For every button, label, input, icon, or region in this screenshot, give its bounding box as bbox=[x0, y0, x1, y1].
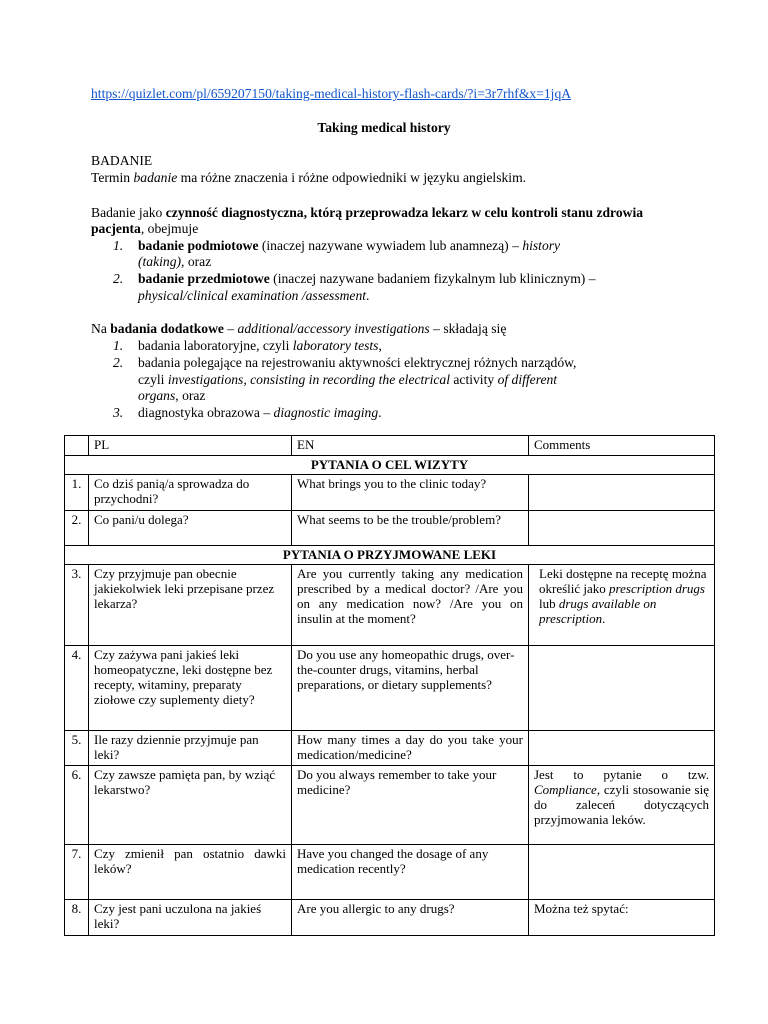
header-cell: EN bbox=[292, 436, 529, 456]
table-row bbox=[65, 646, 715, 731]
pl-cell: Czy jest pani uczulona na jakieś leki? bbox=[89, 900, 292, 936]
list-item: 2. badania polegające na rejestrowaniu aktywności elektrycznej różnych narządów, bbox=[113, 355, 577, 370]
row-number: 7. bbox=[65, 845, 89, 900]
table-row bbox=[65, 475, 715, 511]
comment-cell bbox=[529, 646, 715, 731]
row-number: 6. bbox=[65, 766, 89, 845]
section-title: PYTANIA O CEL WIZYTY bbox=[65, 456, 715, 475]
table-row bbox=[65, 511, 715, 546]
pl-cell: Co pani/u dolega? bbox=[89, 511, 292, 546]
section-row bbox=[65, 456, 715, 475]
header-cell: PL bbox=[89, 436, 292, 456]
list-item-continuation: physical/clinical examination /assessment. bbox=[138, 288, 370, 303]
row-number: 3. bbox=[65, 565, 89, 646]
comment-cell: Można też spytać: bbox=[529, 900, 715, 936]
list-item: 1. badania laboratoryjne, czyli laboratory tests, bbox=[113, 338, 382, 353]
en-cell: What seems to be the trouble/problem? bbox=[292, 511, 529, 546]
row-number: 5. bbox=[65, 731, 89, 766]
row-number: 8. bbox=[65, 900, 89, 936]
list-item-continuation: (taking), oraz bbox=[138, 254, 212, 269]
row-number: 4. bbox=[65, 646, 89, 731]
en-cell: Are you allergic to any drugs? bbox=[292, 900, 529, 936]
quizlet-link[interactable]: https://quizlet.com/pl/659207150/taking-medical-history-flash-cards/?i=3r7rhf&x=1jqA bbox=[91, 86, 572, 101]
questions-table bbox=[64, 435, 715, 936]
pl-cell: Czy przyjmuje pan obecnie jakiekolwiek leki przepisane przez lekarza? bbox=[89, 565, 292, 646]
comment-cell: Leki dostępne na receptę można określić jako prescription drugs lub drugs available on prescription. bbox=[529, 565, 715, 646]
header-cell: Comments bbox=[529, 436, 715, 456]
list-item: 2. badanie przedmiotowe (inaczej nazywane badaniem fizykalnym lub klinicznym) – bbox=[113, 271, 596, 286]
additional-paragraph: Na badania dodatkowe – additional/accessory investigations – składają się bbox=[91, 321, 507, 336]
comment-cell bbox=[529, 845, 715, 900]
intro-paragraph: Termin badanie ma różne znaczenia i różne odpowiedniki w języku angielskim. bbox=[91, 170, 527, 185]
table-row bbox=[65, 845, 715, 900]
list-item-continuation: organs, oraz bbox=[138, 388, 206, 403]
comment-cell bbox=[529, 511, 715, 546]
comment-cell bbox=[529, 475, 715, 511]
comment-cell: Jest to pytanie o tzw. Compliance, czyli stosowanie się do zaleceń dotyczących przyjmowania leków. bbox=[529, 766, 715, 845]
table-row bbox=[65, 731, 715, 766]
pl-cell: Co dziś panią/a sprowadza do przychodni? bbox=[89, 475, 292, 511]
en-cell: Have you changed the dosage of any medication recently? bbox=[292, 845, 529, 900]
row-number: 1. bbox=[65, 475, 89, 511]
table-row bbox=[65, 565, 715, 646]
header-cell bbox=[65, 436, 89, 456]
pl-cell: Czy zmienił pan ostatnio dawki leków? bbox=[89, 845, 292, 900]
pl-cell: Czy zawsze pamięta pan, by wziąć lekarstwo? bbox=[89, 766, 292, 845]
section-row bbox=[65, 546, 715, 565]
table-row bbox=[65, 766, 715, 845]
en-cell: How many times a day do you take your medication/medicine? bbox=[292, 731, 529, 766]
en-cell: What brings you to the clinic today? bbox=[292, 475, 529, 511]
section-heading: BADANIE bbox=[91, 153, 153, 168]
section-title: PYTANIA O PRZYJMOWANE LEKI bbox=[65, 546, 715, 565]
en-cell: Are you currently taking any medication prescribed by a medical doctor? /Are you on any medication now? /Are you on insulin at the moment? bbox=[292, 565, 529, 646]
comment-cell bbox=[529, 731, 715, 766]
diagnostic-paragraph: Badanie jako czynność diagnostyczna, którą przeprowadza lekarz w celu kontroli stanu zdrowia pacjenta, obejmuje bbox=[91, 205, 644, 236]
table-header-row bbox=[65, 436, 715, 456]
pl-cell: Czy zażywa pani jakieś leki homeopatyczne, leki dostępne bez recepty, witaminy, preparaty ziołowe czy suplementy diety? bbox=[89, 646, 292, 731]
row-number: 2. bbox=[65, 511, 89, 546]
list-item: 1. badanie podmiotowe (inaczej nazywane wywiadem lub anamnezą) – history bbox=[113, 238, 561, 253]
en-cell: Do you always remember to take your medicine? bbox=[292, 766, 529, 845]
list-item-continuation: czyli investigations, consisting in recording the electrical activity of different bbox=[138, 372, 558, 387]
table-row bbox=[65, 900, 715, 936]
en-cell: Do you use any homeopathic drugs, over-the-counter drugs, vitamins, herbal preparations, or dietary supplements? bbox=[292, 646, 529, 731]
pl-cell: Ile razy dziennie przyjmuje pan leki? bbox=[89, 731, 292, 766]
list-item: 3. diagnostyka obrazowa – diagnostic imaging. bbox=[113, 405, 382, 420]
document-title: Taking medical history bbox=[317, 120, 451, 135]
